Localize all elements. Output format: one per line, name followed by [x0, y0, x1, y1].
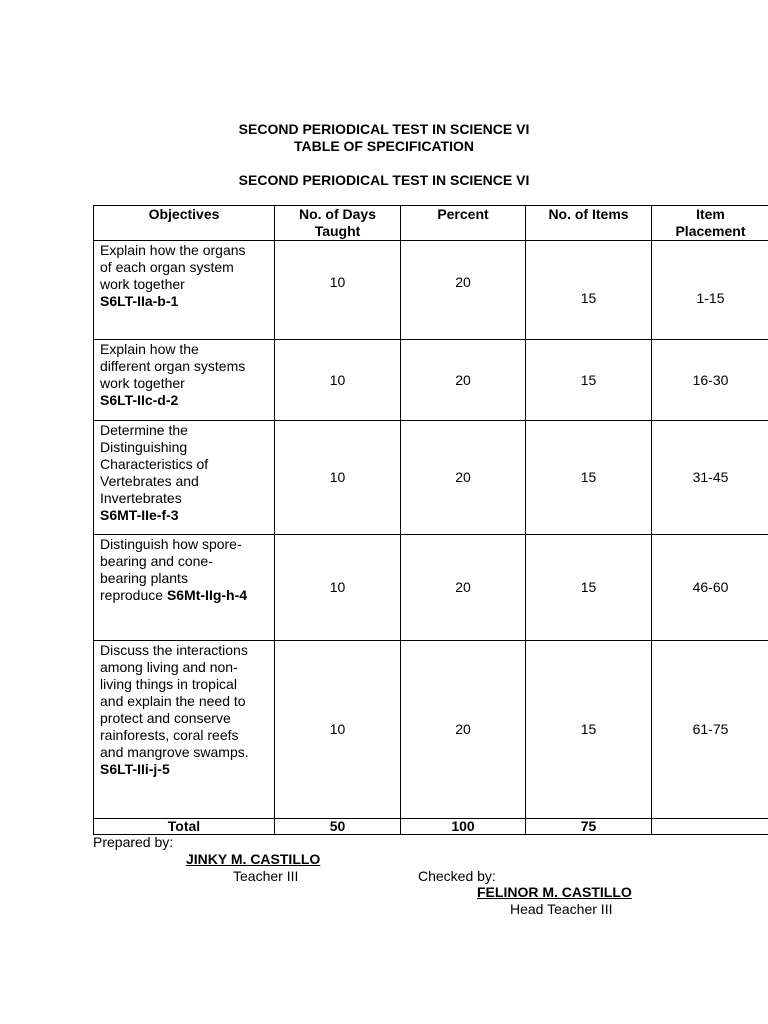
total-label: Total [94, 819, 275, 835]
total-items: 75 [526, 819, 652, 835]
table-row [94, 535, 768, 641]
placement-cell: 16-30 [652, 340, 768, 421]
objective-cell: Distinguish how spore- bearing and cone- bearing plants reproduce S6Mt-IIg-h-4 [94, 535, 275, 641]
checked-by-label: Checked by: [418, 868, 496, 884]
total-days: 50 [275, 819, 401, 835]
table-row [94, 340, 768, 421]
placement-cell: 1-15 [652, 241, 768, 340]
objective-cell: Explain how the different organ systems work together S6LT-IIc-d-2 [94, 340, 275, 421]
objective-cell: Explain how the organs of each organ system work together S6LT-IIa-b-1 [94, 241, 275, 340]
percent-cell: 20 [401, 421, 526, 535]
header-row [94, 206, 768, 241]
table-row [94, 421, 768, 535]
days-cell: 10 [275, 641, 401, 819]
prepared-by-label: Prepared by: [93, 834, 174, 850]
header-days-taught: No. of Days Taught [275, 206, 401, 241]
preparer-name: JINKY M. CASTILLO [186, 851, 321, 867]
placement-cell: 46-60 [652, 535, 768, 641]
table-row [94, 641, 768, 819]
placement-cell: 31-45 [652, 421, 768, 535]
items-cell: 15 [526, 535, 652, 641]
days-cell: 10 [275, 421, 401, 535]
percent-cell: 20 [401, 535, 526, 641]
header-percent: Percent [401, 206, 526, 241]
table-heading: SECOND PERIODICAL TEST IN SCIENCE VI [238, 172, 530, 188]
header-placement: Item Placement [652, 206, 768, 241]
preparer-title: Teacher III [233, 868, 299, 884]
competency-code: S6MT-IIe-f-3 [100, 507, 179, 523]
competency-code: S6LT-IIi-j-5 [100, 761, 170, 777]
competency-code: S6LT-IIa-b-1 [100, 293, 179, 309]
specification-table [93, 205, 768, 835]
checker-title: Head Teacher III [510, 901, 613, 917]
percent-cell: 20 [401, 641, 526, 819]
days-cell: 10 [275, 535, 401, 641]
total-placement [652, 819, 768, 835]
competency-code: S6LT-IIc-d-2 [100, 392, 179, 408]
total-row [94, 819, 768, 835]
competency-code: S6Mt-IIg-h-4 [166, 587, 248, 603]
document-title: SECOND PERIODICAL TEST IN SCIENCE VI [238, 121, 530, 137]
items-cell: 15 [526, 340, 652, 421]
percent-cell: 20 [401, 340, 526, 421]
items-cell: 15 [526, 241, 652, 340]
total-percent: 100 [401, 819, 526, 835]
placement-cell: 61-75 [652, 641, 768, 819]
days-cell: 10 [275, 340, 401, 421]
objective-cell: Determine the Distinguishing Characteristics of Vertebrates and Invertebrates S6MT-IIe-f-3 [94, 421, 275, 535]
header-objectives: Objectives [94, 206, 275, 241]
items-cell: 15 [526, 421, 652, 535]
table-row [94, 241, 768, 340]
checker-name: FELINOR M. CASTILLO [477, 884, 632, 900]
objective-cell: Discuss the interactions among living and non- living things in tropical and explain the need to protect and conserve rainforests, coral reefs and mangrove swamps. S6LT-IIi-j-5 [94, 641, 275, 819]
percent-cell: 20 [401, 241, 526, 340]
items-cell: 15 [526, 641, 652, 819]
document-subtitle: TABLE OF SPECIFICATION [294, 138, 474, 154]
header-items: No. of Items [526, 206, 652, 241]
days-cell: 10 [275, 241, 401, 340]
